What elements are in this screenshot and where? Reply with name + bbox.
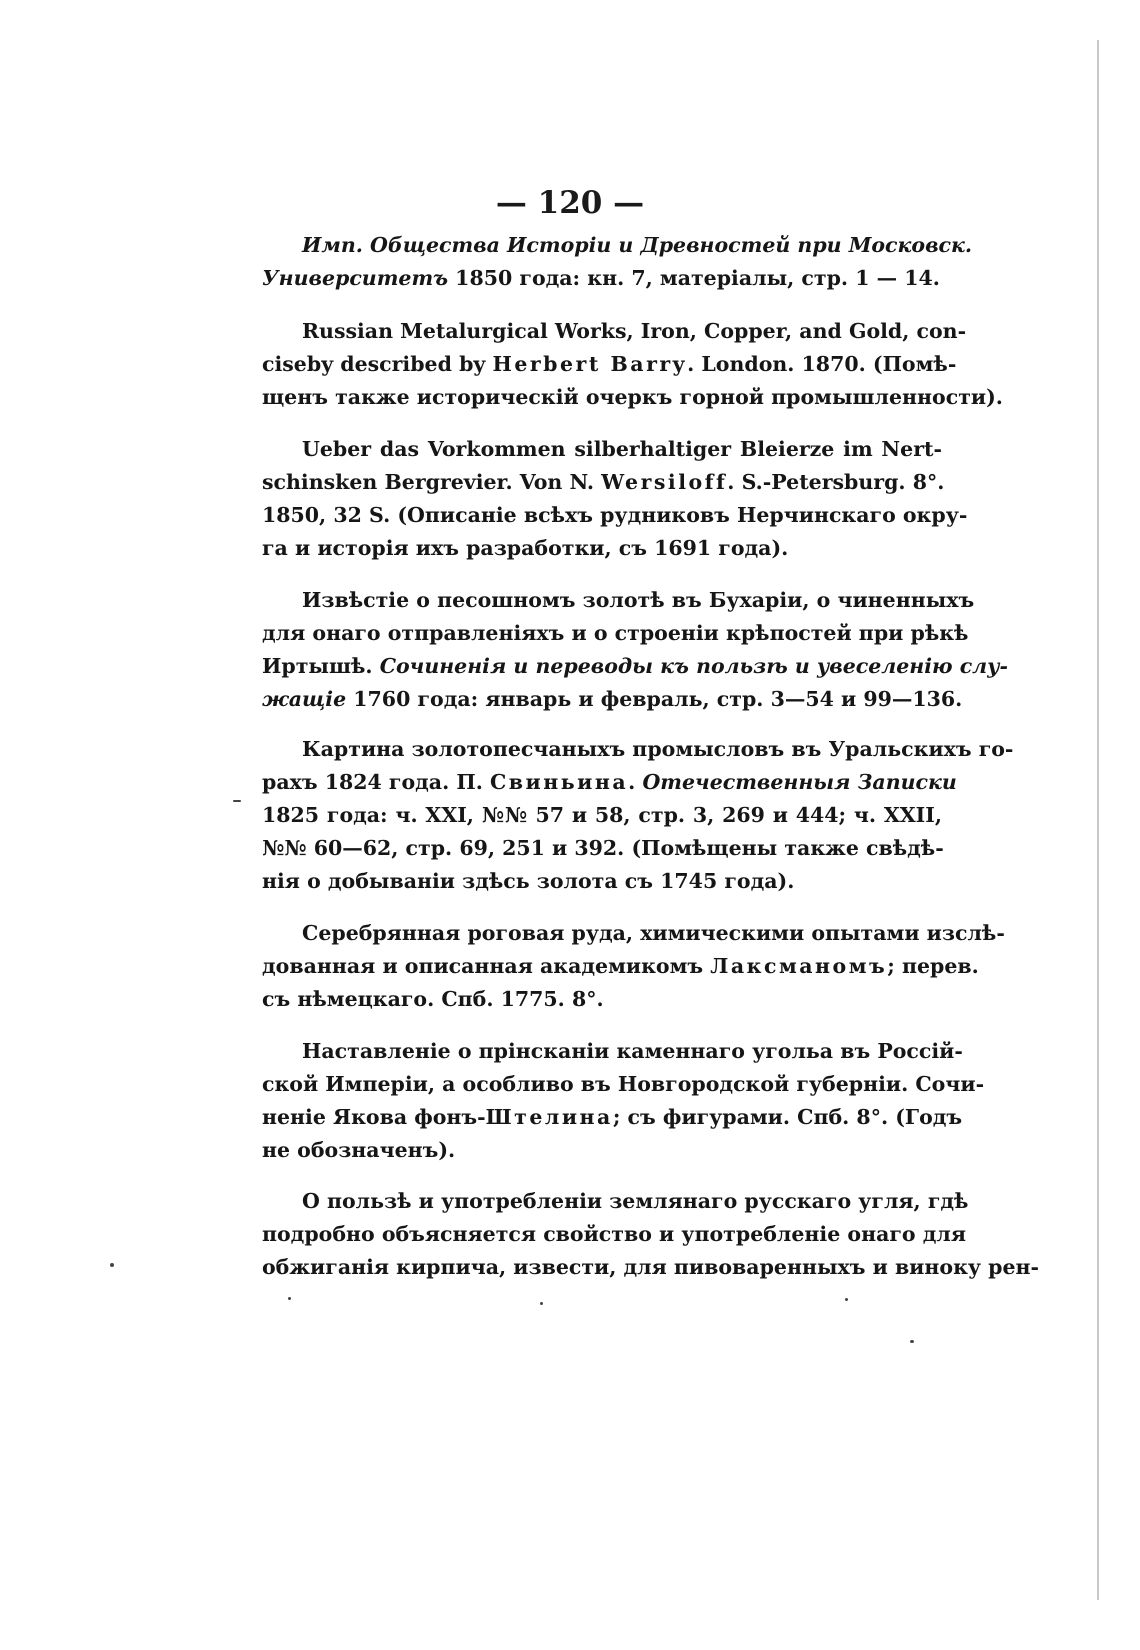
- bibliography-entry-1: [262, 229, 973, 295]
- text-segment: Ueber das Vorkommen silberhaltiger Bleierze im Nert-: [302, 437, 942, 461]
- text-segment: . S.-Petersburg. 8°.: [727, 470, 945, 494]
- text-segment: ; перев.: [887, 954, 979, 978]
- bibliography-entry-8: [262, 1185, 1040, 1284]
- text-line: [262, 683, 963, 716]
- bibliography-entry-3: [262, 433, 968, 565]
- text-segment: 1850, 32 S. (Описаніе всѣхъ рудниковъ Нерчинскаго окру-: [262, 503, 968, 527]
- text-segment: обжиганія кирпича, извести, для пивоваренныхъ и виноку рен-: [262, 1255, 1040, 1279]
- text-line: [262, 832, 942, 865]
- text-segment: 1760 года: январь и февраль, стр. 3—54 и 99—136.: [346, 687, 963, 711]
- text-line: [262, 617, 969, 650]
- text-line: [262, 1101, 963, 1134]
- text-segment: ciseby described by: [262, 352, 493, 376]
- text-line: [262, 532, 942, 565]
- text-line: [262, 433, 942, 466]
- text-segment: №№ 60—62, стр. 69, 251 и 392. (Помѣщены также свѣдѣ-: [262, 836, 944, 860]
- text-segment: не обозначенъ).: [262, 1138, 456, 1162]
- text-line: [262, 584, 975, 617]
- text-segment: Картина золотопесчаныхъ промысловъ въ Уральскихъ го-: [302, 737, 1014, 761]
- text-segment: для онаго отправленіяхъ и о строеніи крѣпостей при рѣкѣ: [262, 621, 969, 645]
- text-segment: 1825 года: ч. XXI, №№ 57 и 58, стр. 3, 269 и 444; ч. XXII,: [262, 803, 942, 827]
- text-segment: Извѣстіе о песошномъ золотѣ въ Бухаріи, о чиненныхъ: [302, 588, 975, 612]
- text-segment: Russian Metalurgical Works, Iron, Copper, and Gold, con-: [302, 319, 967, 343]
- text-line: [262, 650, 1008, 683]
- italic-title-text: Имп. Общества Исторіи и Древностей при Московск.: [302, 233, 973, 257]
- page-number: — 120 —: [495, 185, 645, 221]
- text-segment: . London. 1870. (Помѣ-: [687, 352, 957, 376]
- text-segment: подробно объясняется свойство и употребленіе онаго для: [262, 1222, 966, 1246]
- scan-speck: [233, 800, 241, 802]
- text-line: [262, 262, 942, 295]
- text-line: [262, 733, 1014, 766]
- scan-speck: [110, 1263, 114, 1267]
- text-line: [262, 917, 1005, 950]
- italic-title-text: Университетъ: [262, 266, 449, 290]
- bibliography-entry-7: [262, 1035, 985, 1167]
- italic-title-text: Отечественныя Записки: [642, 770, 957, 794]
- text-segment: га и исторія ихъ разработки, съ 1691 года).: [262, 536, 789, 560]
- text-segment: рахъ 1824 года. П.: [262, 770, 490, 794]
- text-line: [262, 229, 973, 262]
- bibliography-entry-6: [262, 917, 1005, 1016]
- text-line: [262, 381, 1003, 414]
- text-line: [262, 1218, 966, 1251]
- text-segment: неніе Якова фонъ-: [262, 1105, 486, 1129]
- spaced-name-text: Лаксманомъ: [710, 954, 888, 978]
- bibliography-entry-4: [262, 584, 1008, 716]
- text-segment: дованная и описанная академикомъ: [262, 954, 711, 978]
- scan-speck: [540, 1302, 543, 1305]
- text-line: [262, 1251, 1040, 1284]
- text-line: [262, 766, 957, 799]
- text-line: [262, 466, 945, 499]
- text-segment: ской Имперіи, а особливо въ Новгородской губерніи. Сочи-: [262, 1072, 985, 1096]
- text-line: [262, 950, 979, 983]
- scan-speck: [288, 1297, 291, 1300]
- text-line: [262, 1185, 969, 1218]
- scan-speck: [845, 1298, 848, 1301]
- spaced-name-text: Wersiloff: [601, 470, 728, 494]
- text-segment: Иртышѣ.: [262, 654, 380, 678]
- text-line: [262, 983, 942, 1016]
- text-segment: О пользѣ и употребленіи землянаго русскаго угля, гдѣ: [302, 1189, 969, 1213]
- text-line: [262, 499, 968, 532]
- text-line: [262, 1068, 985, 1101]
- spaced-name-text: Свиньина: [489, 770, 629, 794]
- text-line: [262, 348, 957, 381]
- text-segment: .: [628, 770, 643, 794]
- scan-speck: [910, 1340, 914, 1343]
- text-segment: Серебрянная роговая руда, химическими опытами изслѣ-: [302, 921, 1005, 945]
- italic-title-text: жащіе: [262, 687, 347, 711]
- text-segment: Наставленіе о прінсканіи каменнаго угольа въ Россій-: [302, 1039, 963, 1063]
- italic-title-text: Сочиненія и переводы къ пользѣ и увеселенію слу-: [379, 654, 1008, 678]
- text-line: [262, 865, 942, 898]
- text-line: [262, 1035, 963, 1068]
- text-line: [262, 1134, 942, 1167]
- page-edge-line: [1097, 40, 1099, 1600]
- bibliography-entry-5: [262, 733, 1014, 898]
- text-segment: нія о добываніи здѣсь золота съ 1745 года).: [262, 869, 795, 893]
- spaced-name-text: Herbert Barry: [492, 352, 688, 376]
- text-segment: schinsken Bergrevier. Von N.: [262, 470, 602, 494]
- spaced-name-text: Штелина: [485, 1105, 613, 1129]
- text-segment: щенъ также историческій очеркъ горной промышленности).: [262, 385, 1003, 409]
- text-line: [262, 315, 967, 348]
- text-segment: съ нѣмецкаго. Спб. 1775. 8°.: [262, 987, 604, 1011]
- text-line: [262, 799, 942, 832]
- text-segment: ; съ фигурами. Спб. 8°. (Годъ: [612, 1105, 963, 1129]
- bibliography-entry-2: [262, 315, 1003, 414]
- text-segment: 1850 года: кн. 7, матеріалы, стр. 1 — 14.: [448, 266, 940, 290]
